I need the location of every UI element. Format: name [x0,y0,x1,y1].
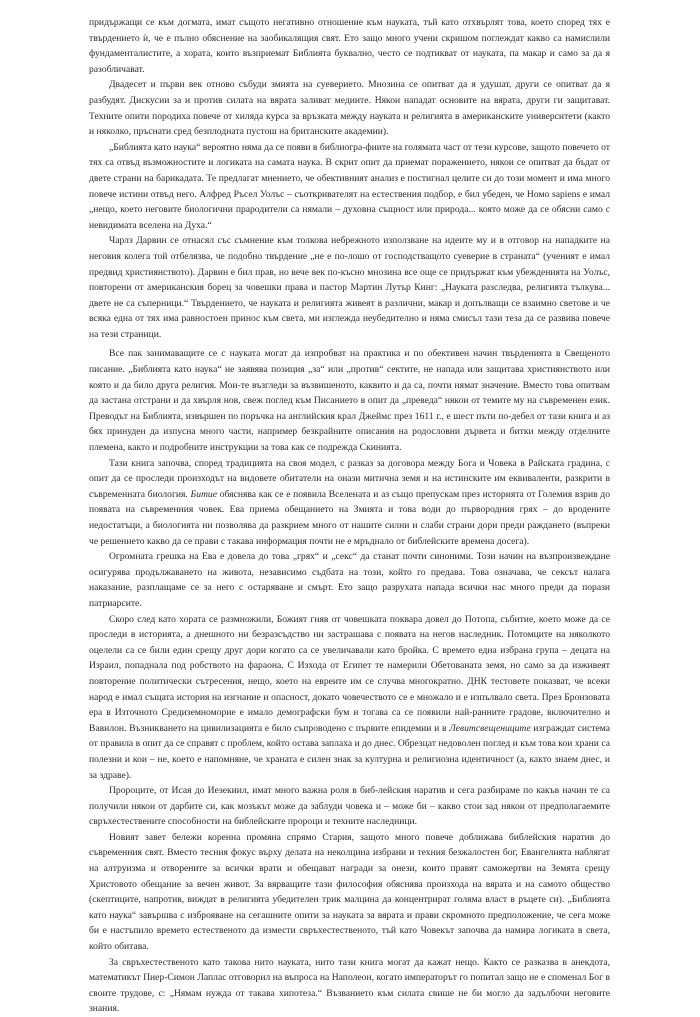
text-run: Новият завет бележи коренна промяна спрямо Стария, защото много повече доближава библейския наратив до съвременния свят. Вместо тесния фокус върху делата на неколцина избрани и техния безжалостен бог, Евангелията наблягат на алтруизма и отворените за всички врати и обещават награди за онези, които правят саможертви на Земята срещу Христовото обещание за вечен живот. За вярващите тази философия обяснява произхода на вярата и на самото общество (скептиците, напротив, виждат в религията убедителен трик малцина да концентрират голяма власт в ръцете си). „Библията като наука“ завършва с изброяване на сегашните опити за науката за вярата и прави скромното предположение, че сега може би е настъпило времето естественото да измести свръхестественото, тъй като Човекът започва да намира логиката в света, който обитава. [89,831,610,953]
text-run: обяснява как се е появила Вселената и аз също препускам през историята от Големия взрив до появата на съвременния човек. Ева приема обещанието на Змията и това води до първородния грях – до вродените недостатъци, а биологията ни позволява да разкрием много от нашите силни и слаби страни дори преди раждането (въпреки че решението какво да се прави с такава информация почти не е мръднало от библейските времена досега). [89,488,610,547]
text-run: За свръхестественото като такова нито науката, нито тази книга могат да кажат нещо. Както се разказва в анекдота, математикът Пиер-Симон Лаплас отговорил на въпроса на Наполеон, когато императорът го попитал защо не е споменал Бог в своите трудове, с: „Нямам нужда от такава хипотеза.“ Възванието към силата свише не би могло да задълбочи неговите знания. [89,956,610,1015]
paragraph-p1 [89,77,610,139]
paragraph-p8 [89,783,610,830]
body-text [89,15,610,1017]
paragraph-p2 [89,140,610,234]
text-run: Огромната грешка на Ева е довела до това „грях“ и „секс“ да станат почти синоними. Този начин на възпроизвеждане осигурява продължаването на живота, независимо съдбата на този, който го предава. Това означава, че сексът налага наказание, разплащаме се за него с остаряване и смърт. Ето защо разрухата напада всички нас много преди да порази патриарсите. [89,551,610,609]
paragraph-p10 [89,955,610,1017]
text-run: Все пак занимаващите се с науката могат да изпробват на практика и по обективен начин твърденията в Свещеното писание. „Библията като наука“ не заявява позиция „за“ или „против“ сектите, не напада или защитава християнството или която и да било друга религия. Мои-те възгледи за възвишеното, каквито и да са, почти нямат значение. Вместо това опитвам да застана отстрани и да хвърля нов, свеж поглед към Писанието в опит да „преведа“ някои от темите му на съвременен език. Преводът на Библията, извършен по поръчка на английския крал Джеймс през 1611 г., е шест пъти по-дебел от тази книга и аз бях принуден да изпусна много части, например безкрайните описания на родословни дървета и битки между отделните племена, както и подробните инструкции за това как се подрежда Скинията. [89,348,610,454]
paragraph-p5 [89,456,610,550]
paragraph-p4 [89,346,610,455]
text-run: Тази книга започва, според традицията на своя модел, с разказ за договора между Бога и Човека в Райската градина, с опит да се проследи произходът на видовете обитатели на онази митична земя и на истинските им еквиваленти, разкрити в съвременната биология. [89,457,610,500]
text-run: придържащи се към догмата, имат същото негативно отношение към науката, тъй като отхвърлят това, което според тях е твърдението ѝ, че е пълно обяснение на заобикалящия свят. Ето защо много учени скришом поглеждат какво са намислили фундаменталистите, а хората, които възприемат Библията буквално, често се подтикват от науката, па макар и само за да я разобличават. [89,17,610,75]
text-run: Двадесет и първи век отново събуди змията на суеверието. Мнозина се опитват да я удушат, други се опитват да я разбудят. Дискусии за и против силата на вярата заливат медиите. Някои нападат основите на вярата, други ги защитават. Техните опити породиха повече от хиляда курса за връзката между науката и религията в американските университети (както и няколко, пръснати сред безплодната пустош на британските академии). [89,79,610,138]
paragraph-p6 [89,549,610,611]
text-run: Пророците, от Исая до Иезекиил, имат много важна роля в биб-лейския наратив и сега разбираме по какъв начин те са получили някои от дарбите си, как мозъкът може да заблуди човека и – може би – какво стои зад някои от предполагаемите свръхестествените способности на библейските пророци и техните наследници. [89,785,610,828]
paragraph-p3 [89,233,610,342]
italic-title: Битие [190,488,217,500]
text-run: Скоро след като хората се размножили, Божият гняв от човешката поквара довел до Потопа, събитие, което може да се проследи в историята, а днешното ни безразсъдство ни застрашава с появата на негов наследник. Потомците на няколкото оцелели са се били един срещу друг дори когато са се увеличавали като бройка. С времето една избрана група – децата на Израил, попаднала под робството на фараона. С Изхода от Египет те намерили Обетованата земя, но само за да изживеят повторение политически сътресения, нещо, което на евреите им се случва многократно. ДНК тестовете показват, че всеки народ е имал същата история на изгнание и опасност, докато човечеството се е множало и е изпълвало света. През Бронзовата ера в Източното Средиземноморие е имало демографски бум и тогава са се появили най-ранните градове, включително и Вавилон. Възникването на цивилизацията е било съпроводено с първите епидемии и в [89,613,610,734]
paragraph-p9 [89,830,610,955]
text-run: „Библията като наука“ вероятно няма да се появи в библиогра-фиите на голямата част от тези курсове, защото повечето от тях са отвъд възможностите и логиката на самата наука. В скрит опит да приемат поражението, някои се опитват да бъдат от двете страни на барикадата. Те предлагат мнението, че обективният анализ е постигнал целите си до този момент и има много повече истини отвъд него. Алфред Ръсел Уолъс – съоткривателят на естествения подбор, е бил убеден, че Номо sapiens е имал „нещо, което неговите биологични прародители са нямали – духовна същност или природа... която може да се обясни само с невидимата вселена на Духа.“ [89,141,610,231]
italic-title: Левитсвещениците [449,722,531,734]
text-run: Чарлз Дарвин се отнасял със съмнение към толкова небрежното използване на идеите му и в отговор на нападките на неговия колега той отбелязва, че подобно твърдение „не е по-лошо от господстващото суеверие в страната“ (ученият е имал предвид християнството). Дарвин е бил прав, но вече век по-късно мнозина все още се придържат към убежденията на Уолъс, повторени от американския борец за човешки права и пастор Мартин Лутър Кинг: „Науката разследва, религията тълкува... двете не са съперници.“ Твърдението, че науката и религията живеят в различни, макар и допълващи се взаимно светове и че всяка една от тях има равностоен принос към света, ми изглежда неубедително и няма смисъл тази теза да се развива повече на тези страници. [89,235,610,340]
paragraph-p7 [89,612,610,784]
text-run: изграждат система от правила в опит да се справят с проблем, който остава заплаха и до днес. Обрезцат недоволен поглед и към това кои храни са полезни и кои – не, което е напомняне, че храната е силен знак за културна и религиозна идентичност (а, както знаем днес, и за здраве). [89,722,610,781]
paragraph-p0 [89,15,610,77]
